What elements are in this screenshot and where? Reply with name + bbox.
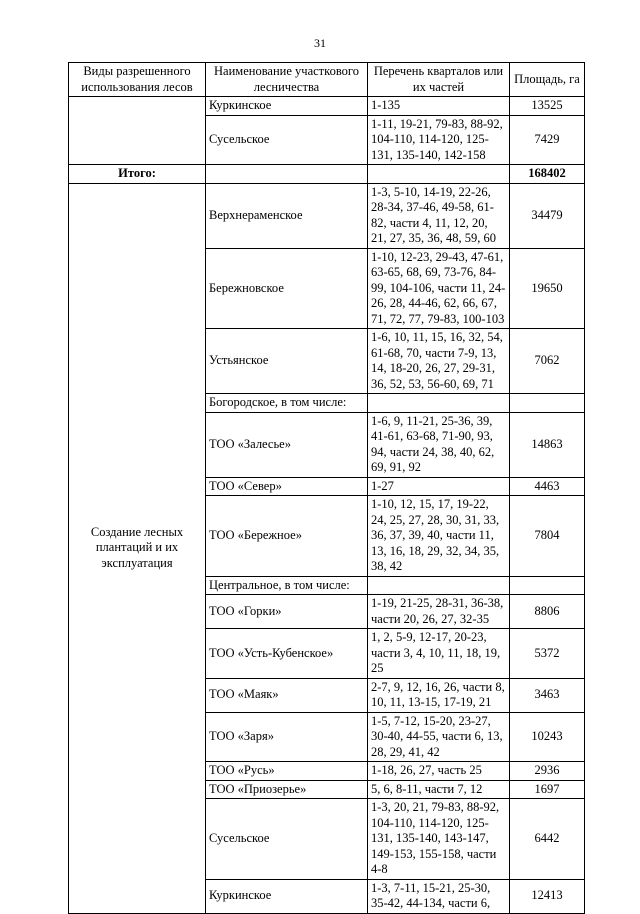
area-cell: 12413 bbox=[510, 879, 585, 913]
use-type-cell-empty bbox=[69, 97, 206, 165]
quarters-cell: 2-7, 9, 12, 16, 26, части 8, 10, 11, 13-15, 17-19, 21 bbox=[368, 678, 510, 712]
forestry-cell: Куркинское bbox=[206, 879, 368, 913]
forestry-cell: ТОО «Заря» bbox=[206, 712, 368, 762]
quarters-cell: 1-10, 12, 15, 17, 19-22, 24, 25, 27, 28, 30, 31, 33, 36, 37, 39, 40, части 11, 13, 16, 18, 29, 32, 34, 35, 38, 42 bbox=[368, 496, 510, 577]
quarters-cell: 1-3, 7-11, 15-21, 25-30, 35-42, 44-134, части 6, bbox=[368, 879, 510, 913]
forestry-cell: Богородское, в том числе: bbox=[206, 394, 368, 413]
area-cell: 1697 bbox=[510, 780, 585, 799]
table-row bbox=[69, 97, 585, 116]
forestry-cell: ТОО «Усть-Кубенское» bbox=[206, 629, 368, 679]
area-cell: 7062 bbox=[510, 329, 585, 394]
forestry-cell: ТОО «Русь» bbox=[206, 762, 368, 781]
forestry-cell: Сусельское bbox=[206, 799, 368, 880]
total-label: Итого: bbox=[69, 165, 206, 184]
forestry-cell: ТОО «Приозерье» bbox=[206, 780, 368, 799]
header-forestry: Наименование участкового лесничества bbox=[206, 63, 368, 97]
quarters-cell: 1-6, 9, 11-21, 25-36, 39, 41-61, 63-68, 71-90, 93, 94, части 24, 38, 40, 62, 69, 91, 92 bbox=[368, 412, 510, 477]
area-cell: 10243 bbox=[510, 712, 585, 762]
area-cell: 8806 bbox=[510, 595, 585, 629]
area-cell bbox=[510, 576, 585, 595]
area-cell: 2936 bbox=[510, 762, 585, 781]
forestry-cell: ТОО «Север» bbox=[206, 477, 368, 496]
quarters-cell: 5, 6, 8-11, части 7, 12 bbox=[368, 780, 510, 799]
forestry-cell: ТОО «Горки» bbox=[206, 595, 368, 629]
forestry-cell: Бережновское bbox=[206, 248, 368, 329]
quarters-cell: 1-18, 26, 27, часть 25 bbox=[368, 762, 510, 781]
quarters-cell bbox=[368, 394, 510, 413]
area-cell: 5372 bbox=[510, 629, 585, 679]
total-row bbox=[69, 165, 585, 184]
area-cell: 19650 bbox=[510, 248, 585, 329]
area-cell: 13525 bbox=[510, 97, 585, 116]
header-use-type: Виды разрешенного использования лесов bbox=[69, 63, 206, 97]
area-cell: 4463 bbox=[510, 477, 585, 496]
total-empty-cell bbox=[368, 165, 510, 184]
header-area: Площадь, га bbox=[510, 63, 585, 97]
quarters-cell: 1-11, 19-21, 79-83, 88-92, 104-110, 114-120, 125-131, 135-140, 142-158 bbox=[368, 115, 510, 165]
forestry-cell: Устьянское bbox=[206, 329, 368, 394]
area-cell: 7429 bbox=[510, 115, 585, 165]
forest-use-table bbox=[68, 62, 585, 914]
area-cell: 14863 bbox=[510, 412, 585, 477]
forestry-cell: Сусельское bbox=[206, 115, 368, 165]
forestry-cell: ТОО «Бережное» bbox=[206, 496, 368, 577]
quarters-cell: 1-6, 10, 11, 15, 16, 32, 54, 61-68, 70, части 7-9, 13, 14, 18-20, 26, 27, 29-31, 36, 52, 53, 56-60, 69, 71 bbox=[368, 329, 510, 394]
total-empty-cell bbox=[206, 165, 368, 184]
forestry-cell: ТОО «Маяк» bbox=[206, 678, 368, 712]
page-number: 31 bbox=[314, 36, 326, 50]
forestry-cell: Куркинское bbox=[206, 97, 368, 116]
area-cell: 34479 bbox=[510, 183, 585, 248]
area-cell: 3463 bbox=[510, 678, 585, 712]
quarters-cell: 1-19, 21-25, 28-31, 36-38, части 20, 26, 27, 32-35 bbox=[368, 595, 510, 629]
area-cell bbox=[510, 394, 585, 413]
forestry-cell: Центральное, в том числе: bbox=[206, 576, 368, 595]
forestry-cell: Верхнераменское bbox=[206, 183, 368, 248]
quarters-cell: 1-135 bbox=[368, 97, 510, 116]
total-area: 168402 bbox=[510, 165, 585, 184]
table-header-row bbox=[69, 63, 585, 97]
quarters-cell: 1-27 bbox=[368, 477, 510, 496]
quarters-cell: 1, 2, 5-9, 12-17, 20-23, части 3, 4, 10, 11, 18, 19, 25 bbox=[368, 629, 510, 679]
area-cell: 7804 bbox=[510, 496, 585, 577]
header-quarters: Перечень кварталов или их частей bbox=[368, 63, 510, 97]
forestry-cell: ТОО «Залесье» bbox=[206, 412, 368, 477]
table-row bbox=[69, 183, 585, 248]
use-type-cell: Создание лесных плантаций и их эксплуатация bbox=[69, 183, 206, 913]
area-cell: 6442 bbox=[510, 799, 585, 880]
quarters-cell: 1-5, 7-12, 15-20, 23-27, 30-40, 44-55, части 6, 13, 28, 29, 41, 42 bbox=[368, 712, 510, 762]
quarters-cell: 1-10, 12-23, 29-43, 47-61, 63-65, 68, 69, 73-76, 84-99, 104-106, части 11, 24-26, 28, 44-46, 62, 66, 67, 71, 72, 77, 79-83, 100-103 bbox=[368, 248, 510, 329]
quarters-cell bbox=[368, 576, 510, 595]
quarters-cell: 1-3, 20, 21, 79-83, 88-92, 104-110, 114-120, 125-131, 135-140, 143-147, 149-153, 155-158, части 4-8 bbox=[368, 799, 510, 880]
quarters-cell: 1-3, 5-10, 14-19, 22-26, 28-34, 37-46, 49-58, 61-82, части 4, 11, 12, 20, 21, 27, 35, 36, 48, 59, 60 bbox=[368, 183, 510, 248]
